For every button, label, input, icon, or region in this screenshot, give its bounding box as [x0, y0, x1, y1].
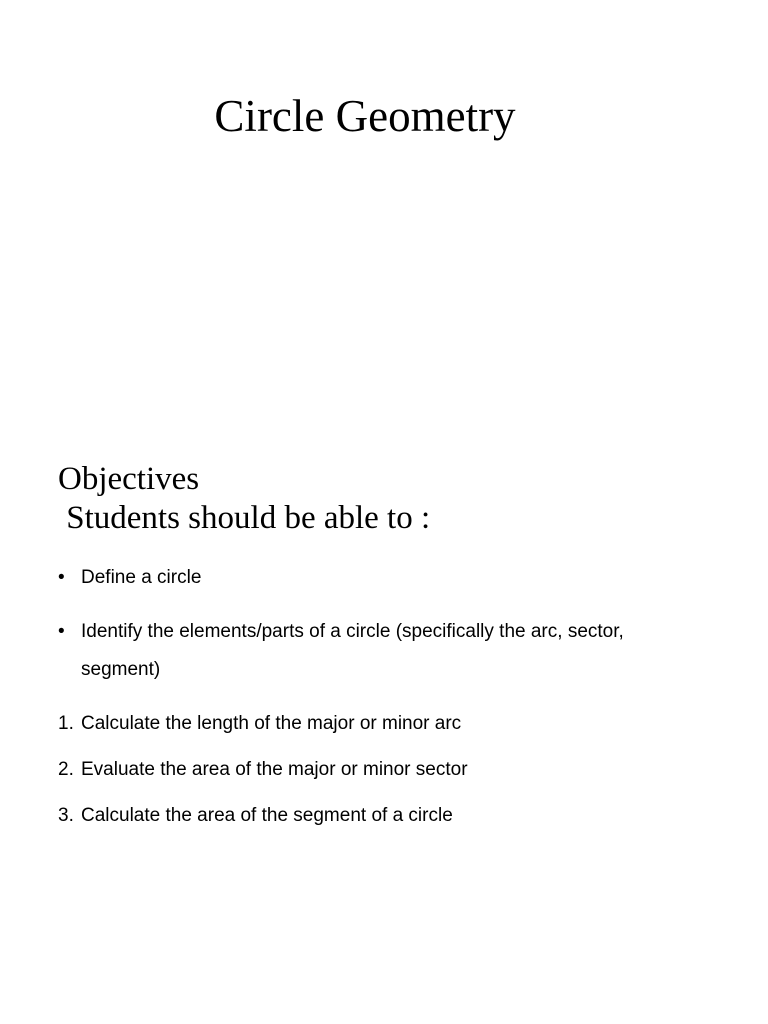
page-title: Circle Geometry	[214, 91, 516, 141]
bullet-marker: •	[58, 567, 65, 588]
number-marker: 3.	[58, 805, 74, 826]
list-item	[58, 705, 698, 743]
list-item-text: Calculate the area of the segment of a circle	[81, 805, 453, 826]
bullet-marker: •	[58, 621, 65, 642]
list-item-text: Evaluate the area of the major or minor sector	[81, 759, 468, 780]
list-item	[58, 559, 698, 597]
list-item	[58, 797, 698, 835]
objectives-bullet-list	[58, 559, 698, 705]
list-item	[58, 751, 698, 789]
objectives-numbered-list	[58, 705, 698, 843]
list-item-text: Calculate the length of the major or minor arc	[81, 713, 462, 734]
list-item	[58, 613, 698, 689]
number-marker: 2.	[58, 759, 74, 780]
list-item-text: Define a circle	[81, 567, 202, 588]
list-item-text: Identify the elements/parts of a circle (specifically the arc, sector, segment)	[81, 621, 624, 680]
objectives-subheading: Students should be able to :	[58, 500, 431, 536]
objectives-heading: Objectives	[58, 461, 200, 497]
number-marker: 1.	[58, 713, 74, 734]
